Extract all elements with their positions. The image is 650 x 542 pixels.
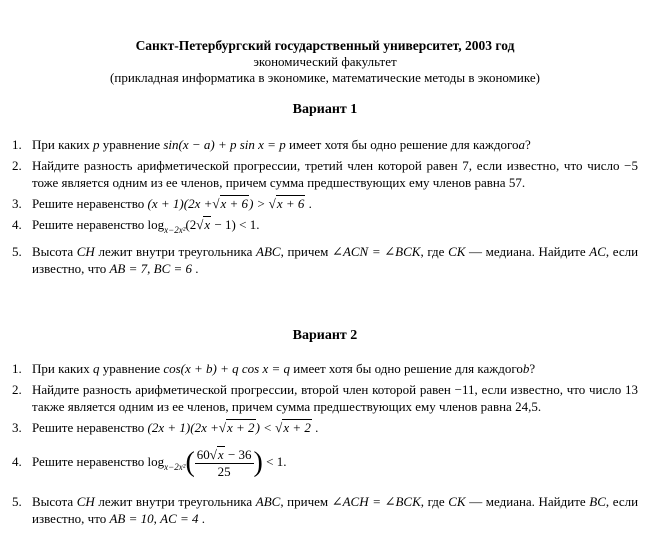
problem-number: 1.: [12, 361, 22, 376]
v2-problem-2: 2. Найдите разность арифметической прогрессии, второй член которой равен −11, если известно, что число 13 также является одним из ее членов, причем сумма предшествующих ему членов равна 24,5.: [12, 382, 638, 414]
variant-1-problems: [0, 136, 650, 281]
v1-problem-2: 2. Найдите разность арифметической прогрессии, третий член которой равен 7, если известно, что число −5 тоже является одним из ее членов, причем сумма предшествующих ему членов равна 57.: [12, 158, 638, 190]
university-title: Санкт-Петербургский государственный университет, 2003 год: [135, 38, 515, 53]
problem-number: 4.: [12, 217, 22, 232]
faculty-line: экономический факультет: [253, 54, 397, 69]
problem-number: 3.: [12, 420, 22, 435]
problem-number: 5.: [12, 494, 22, 509]
equation: cos(x + b) + q cos x = q: [163, 361, 291, 376]
v2-problem-3: 3. Решите неравенство (2x + 1)(2x +√x + 2) < √x + 2 .: [12, 420, 319, 435]
v2-problem-5: 5. Высота CH лежит внутри треугольника ABC, причем ∠ACH = ∠BCK, где CK — медиана. Найдите BC, если известно, что AB = 10, AC = 4 .: [12, 494, 639, 526]
programs-line: (прикладная информатика в экономике, математические методы в экономике): [110, 70, 540, 85]
equation: sin(x − a) + p sin x = p: [163, 137, 286, 152]
v2-problem-4: 4. Решите неравенство $\log_{x-2x^2}$( $\frac{60√x - 36}{25}$ ) < 1.: [0, 440, 650, 489]
variant-2-title: Вариант 2: [292, 328, 358, 343]
document-header: [0, 38, 650, 86]
v1-problem-3: 3. Решите неравенство (x + 1)(2x +√x + 6) > √x + 6 .: [12, 196, 312, 211]
v1-problem-4: 4. Решите неравенство $\log_{x-2x^2}(2√x - 1) < 1$.: [12, 217, 260, 235]
v1-problem-1: 1. При каких p уравнение sin(x − a) + p sin x = p имеет хотя бы одно решение для каждогоa?: [12, 137, 531, 152]
problem-number: 2.: [12, 382, 22, 397]
problem-number: 1.: [12, 137, 22, 152]
fraction: $\frac{60√x - 36}{25}$: [196, 446, 252, 479]
variant-2-problems: [0, 360, 650, 531]
v2-problem-1: 1. При каких q уравнение cos(x + b) + q cos x = q имеет хотя бы одно решение для каждогоb?: [12, 361, 536, 376]
problem-number: 4.: [12, 454, 22, 469]
problem-number: 2.: [12, 158, 22, 173]
problem-number: 5.: [12, 244, 22, 259]
v1-problem-5: 5. Высота CH лежит внутри треугольника ABC, причем ∠ACN = ∠BCK, где CK — медиана. Найдите AC, если известно, что AB = 7, BC = 6 .: [12, 244, 639, 276]
problem-number: 3.: [12, 196, 22, 211]
variant-1-title: Вариант 1: [292, 102, 358, 117]
